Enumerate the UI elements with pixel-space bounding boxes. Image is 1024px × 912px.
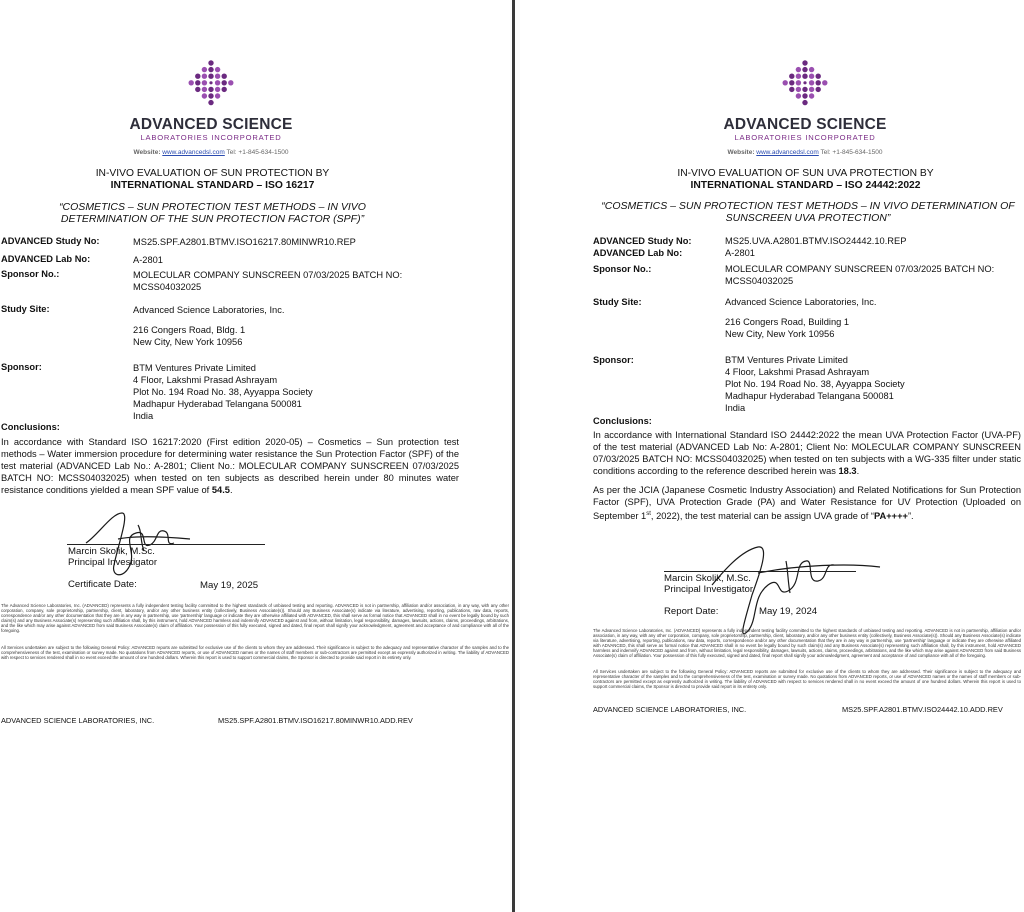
logo-dot xyxy=(222,74,227,79)
study-site-value xyxy=(725,296,876,340)
logo-dot xyxy=(228,80,233,85)
sponsor-value xyxy=(725,354,905,414)
report-heading xyxy=(60,168,365,192)
logo-dot xyxy=(809,67,814,72)
sponsor-line-5: India xyxy=(725,403,746,413)
logo-dot xyxy=(215,93,220,98)
logo-dot xyxy=(215,67,220,72)
signer-block xyxy=(68,546,157,568)
signature-line xyxy=(664,571,856,572)
website-link[interactable]: www.advancedsl.com xyxy=(162,149,225,156)
logo-dot xyxy=(783,80,788,85)
logo-dot xyxy=(796,80,801,85)
logo-dot xyxy=(809,80,814,85)
disclaimer-policy: All Services undertaken are subject to the following General Policy: ADVANCED reports are submitted for exclusive use of the clients to whom they are addressed. Their significance is subject to the adequacy and representative character of the samples and to the comprehensiveness of the test, examination or survey made. No quotations from ADVANCED reports, or use of ADVANCED names or the names of staff members or sub-contractors are permitted except as expressly authorized in writing. The liability of ADVANCED with respect to services rendered shall in no event exceed the amount of one hundred dollars. Wherein this report is used to support commercial claims, the Sponsor is directed to provide said report in its entirety only. xyxy=(1,645,509,661)
logo-dot xyxy=(209,81,212,84)
logo-dot xyxy=(802,100,807,105)
logo-dot xyxy=(816,74,821,79)
logo-dot xyxy=(208,93,213,98)
footer-company: ADVANCED SCIENCE LABORATORIES, INC. xyxy=(593,705,747,714)
logo-dot xyxy=(802,74,807,79)
logo-icon xyxy=(185,57,237,109)
footer-company: ADVANCED SCIENCE LABORATORIES, INC. xyxy=(1,716,155,725)
footer-document-id: MS25.SPF.A2801.BTMV.ISO16217.80MINWR10.ADD.REV xyxy=(218,716,413,725)
conclusion-text xyxy=(1,436,459,496)
website-link[interactable]: www.advancedsl.com xyxy=(756,149,819,156)
date-label: Certificate Date: xyxy=(68,579,137,590)
certificate-page-uva xyxy=(518,0,1024,912)
logo-dot xyxy=(802,67,807,72)
logo-dot xyxy=(202,93,207,98)
sponsor-no-value xyxy=(133,269,402,293)
logo-dot xyxy=(802,93,807,98)
jcia-text xyxy=(593,484,1021,522)
study-no-value: MS25.UVA.A2801.BTMV.ISO24442.10.REP xyxy=(725,236,907,246)
conclusion-body: In accordance with International Standard ISO 24442:2022 the mean UVA Protection Factor (UVA-PF) of the test material (ADVANCED Lab No: A-2801; Client No: MOLECULAR COMPANY SUNSCREEN 07/03/2025 BATCH NO: MCSS04032025) when tested on ten subjects with a WG-335 filter under static conditions according to the reference described herein was xyxy=(593,430,1021,476)
logo-dot xyxy=(816,80,821,85)
logo-dot xyxy=(215,87,220,92)
logo-dot xyxy=(202,80,207,85)
conclusion-text xyxy=(593,429,1021,477)
logo-dot xyxy=(796,67,801,72)
date-value: May 19, 2025 xyxy=(200,580,259,591)
heading-line-1: IN-VIVO EVALUATION OF SUN UVA PROTECTION BY xyxy=(677,168,934,179)
lab-no-value: A-2801 xyxy=(725,248,755,258)
logo-dot xyxy=(802,87,807,92)
sponsor-line-4: Madhapur Hyderabad Telangana 500081 xyxy=(725,391,894,401)
logo-dot xyxy=(202,67,207,72)
signer-title: Principal Investigator xyxy=(68,557,158,568)
conclusion-end: . xyxy=(229,485,233,495)
telephone: Tel: +1-845-634-1500 xyxy=(820,149,883,156)
conclusions-label: Conclusions: xyxy=(1,422,60,432)
sponsor-no-value xyxy=(725,263,994,287)
logo-dot xyxy=(809,87,814,92)
logo-dot xyxy=(215,74,220,79)
quote-line-2: DETERMINATION OF THE SUN PROTECTION FACTOR (SPF)” xyxy=(60,213,365,225)
sponsor-no-line-2: MCSS04032025 xyxy=(133,282,202,292)
contact-line xyxy=(700,149,910,156)
heading-line-2: INTERNATIONAL STANDARD – ISO 16217 xyxy=(110,180,315,191)
date-label: Report Date: xyxy=(664,606,719,617)
pa-grade-value: PA++++ xyxy=(873,511,908,522)
sponsor-line-3: Plot No. 194 Road No. 38, Ayyappa Society xyxy=(133,387,313,397)
standard-title xyxy=(30,201,395,225)
sponsor-label: Sponsor: xyxy=(593,355,634,365)
brand-subtitle: LABORATORIES INCORPORATED xyxy=(734,133,876,142)
study-no-label: ADVANCED Study No: xyxy=(1,236,100,246)
standard-title xyxy=(598,200,1018,224)
study-site-line-2: 216 Congers Road, Bldg. 1 xyxy=(133,325,246,335)
sponsor-line-3: Plot No. 194 Road No. 38, Ayyappa Society xyxy=(725,379,905,389)
study-site-line-3: New City, New York 10956 xyxy=(725,329,835,339)
brand-name: ADVANCED SCIENCE xyxy=(723,116,887,133)
logo-dot xyxy=(789,87,794,92)
sponsor-line-2: 4 Floor, Lakshmi Prasad Ashrayam xyxy=(133,375,278,385)
logo-dot xyxy=(796,74,801,79)
logo-dot xyxy=(789,80,794,85)
sponsor-no-label: Sponsor No.: xyxy=(1,269,60,279)
logo-dot xyxy=(208,87,213,92)
quote-line-1: “COSMETICS – SUN PROTECTION TEST METHODS – IN VIVO xyxy=(59,201,366,213)
heading-line-1: IN-VIVO EVALUATION OF SUN PROTECTION BY xyxy=(95,168,330,179)
date-value: May 19, 2024 xyxy=(759,606,818,617)
logo-icon xyxy=(779,57,831,109)
quote-line-1: “COSMETICS – SUN PROTECTION TEST METHODS – IN VIVO DETERMINATION OF xyxy=(601,200,1015,212)
disclaimer-affiliation: The Advanced Science Laboratories, Inc. (ADVANCED) represents a fully independent testing facility committed to the highest standards of unbiased testing and reporting. ADVANCED is not in partnership, affiliation and/or association, in any way, with any other corporation, company, sole proprietorship, partnership, client, laboratory, and/or any other business entity (collectively, Business Associate(s)). Should any Business Associate(s) indicate via literature, advertising, reporting, publications, raw data, reports, correspondence and/or any other documentation that they are in any way in partnership, use 'partnership' language or indicate they are otherwise affiliated with ADVANCED, this shall serve as formal notice that ADVANCED shall in no event be legally bound by such claim(s) and any Business Associate(s) representing such affiliation shall, by this instrument, hold ADVANCED harmless and indemnify ADVANCED against and from, without limitation, legal responsibility, damages, lawsuits, actions, claims, proceedings, arbitrations, and the like which may arise against ADVANCED from said Business Associate(s) claim of affiliation. Your possession of this fully executed, signed and dated, final report shall signify your acknowledgment, agreement and acceptance of and compliance with all of the foregoing. xyxy=(593,628,1021,659)
study-site-line-1: Advanced Science Laboratories, Inc. xyxy=(725,297,877,307)
logo-dot xyxy=(202,74,207,79)
logo-dot xyxy=(222,87,227,92)
website-label: Website: xyxy=(727,149,755,156)
logo-dot xyxy=(796,93,801,98)
conclusion-body: In accordance with Standard ISO 16217:2020 (First edition 2020-05) – Cosmetics – Sun protection test methods – Water immersion procedure for determining water resistance the Sun Protection Factor (SPF) of the test material (ADVANCED Lab No.: A-2801; Client No.: MOLECULAR COMPANY SUNSCREEN 07/03/2025 BATCH NO: MCSS04032025) when tested on ten subjects as described herein under 80 minutes water resistance conditions yielded a mean SPF value of xyxy=(1,437,459,495)
study-site-line-1: Advanced Science Laboratories, Inc. xyxy=(133,305,285,315)
logo-dot xyxy=(195,87,200,92)
signer-name: Marcin Skolik, M.Sc. xyxy=(664,573,751,584)
signer-block xyxy=(664,573,753,595)
website-label: Website: xyxy=(133,149,161,156)
logo-dot xyxy=(802,60,807,65)
signer-title: Principal Investigator xyxy=(664,584,754,595)
logo-dot xyxy=(208,74,213,79)
logo-dot xyxy=(816,87,821,92)
disclaimer-policy: All Services undertaken are subject to the following General Policy: ADVANCED reports are submitted for exclusive use of the clients to whom they are addressed. Their significance is subject to the adequacy and representative character of the samples and to the comprehensiveness of the test, examination or survey made. No quotations from ADVANCED reports, or use of ADVANCED names or the names of staff members or sub-contractors are permitted except as expressly authorized in writing. The liability of ADVANCED with respect to services rendered shall in no event exceed the amount of one hundred dollars. Wherein this report is used to support commercial claims, the Sponsor is directed to provide said report in its entirety only. xyxy=(593,669,1021,690)
logo-dot xyxy=(208,100,213,105)
sponsor-line-5: India xyxy=(133,411,154,421)
study-no-label: ADVANCED Study No: xyxy=(593,236,692,246)
contact-line xyxy=(106,149,316,156)
spf-value: 54.5 xyxy=(211,485,230,495)
logo-dot xyxy=(809,93,814,98)
sponsor-line-1: BTM Ventures Private Limited xyxy=(725,355,848,365)
study-site-line-3: New City, New York 10956 xyxy=(133,337,243,347)
logo-dot xyxy=(208,67,213,72)
disclaimer-affiliation: The Advanced Science Laboratories, Inc. (ADVANCED) represents a fully independent testing facility committed to the highest standards of unbiased testing and reporting. ADVANCED is not in partnership, affiliation and/or association, in any way, with any other corporation, company, sole proprietorship, partnership, client, laboratory, and/or any other business entity (collectively, Business Associate(s)). Should any Business Associate(s) indicate via literature, advertising, reporting, publications, raw data, reports, correspondence and/or any other documentation that they are in any way in partnership, use 'partnership' language or indicate they are otherwise affiliated with ADVANCED, this shall serve as formal notice that ADVANCED shall in no event be legally bound by such claim(s) and any Business Associate(s) representing such affiliation shall, by this instrument, hold ADVANCED harmless and indemnify ADVANCED against and from, without limitation, legal responsibility, damages, lawsuits, actions, claims, proceedings, arbitrations, and the like which may arise against ADVANCED from said Business Associate(s) claim of affiliation. Your possession of this fully executed, signed and dated, final report shall signify your acknowledgment, agreement and acceptance of and compliance with all of the foregoing. xyxy=(1,603,509,634)
sponsor-value xyxy=(133,362,313,422)
study-site-label: Study Site: xyxy=(593,297,642,307)
conclusions-label: Conclusions: xyxy=(593,416,652,426)
study-site-line-2: 216 Congers Road, Building 1 xyxy=(725,317,850,327)
sponsor-no-line-1: MOLECULAR COMPANY SUNSCREEN 07/03/2025 BATCH NO: xyxy=(133,270,403,280)
heading-line-2: INTERNATIONAL STANDARD – ISO 24442:2022 xyxy=(690,180,921,191)
sponsor-no-line-1: MOLECULAR COMPANY SUNSCREEN 07/03/2025 BATCH NO: xyxy=(725,264,995,274)
logo-dot xyxy=(195,74,200,79)
logo-dot xyxy=(202,87,207,92)
sponsor-line-2: 4 Floor, Lakshmi Prasad Ashrayam xyxy=(725,367,870,377)
logo-dot xyxy=(208,60,213,65)
page-divider xyxy=(512,0,515,912)
lab-no-label: ADVANCED Lab No: xyxy=(1,254,91,264)
signature-line xyxy=(67,544,265,545)
study-site-label: Study Site: xyxy=(1,304,50,314)
sponsor-no-label: Sponsor No.: xyxy=(593,264,652,274)
brand-name: ADVANCED SCIENCE xyxy=(129,116,293,133)
logo-dot xyxy=(822,80,827,85)
lab-no-value: A-2801 xyxy=(133,255,163,265)
jcia-end: ”. xyxy=(907,511,914,522)
telephone: Tel: +1-845-634-1500 xyxy=(226,149,289,156)
study-site-value xyxy=(133,304,284,348)
logo-dot xyxy=(222,80,227,85)
lab-no-label: ADVANCED Lab No: xyxy=(593,248,683,258)
logo-dot xyxy=(803,81,806,84)
footer-document-id: MS25.SPF.A2801.BTMV.ISO24442.10.ADD.REV xyxy=(842,705,1003,714)
logo-dot xyxy=(195,80,200,85)
logo-dot xyxy=(789,74,794,79)
brand-subtitle: LABORATORIES INCORPORATED xyxy=(140,133,282,142)
sponsor-no-line-2: MCSS04032025 xyxy=(725,276,794,286)
logo-dot xyxy=(796,87,801,92)
logo-dot xyxy=(189,80,194,85)
jcia-superscript: st xyxy=(646,511,651,517)
conclusion-end: . xyxy=(856,466,860,476)
sponsor-line-1: BTM Ventures Private Limited xyxy=(133,363,256,373)
quote-line-2: SUNSCREEN UVA PROTECTION” xyxy=(725,212,891,224)
study-no-value: MS25.SPF.A2801.BTMV.ISO16217.80MINWR10.REP xyxy=(133,237,356,247)
report-heading xyxy=(643,168,968,192)
sponsor-label: Sponsor: xyxy=(1,362,42,372)
uva-pf-value: 18.3 xyxy=(838,466,857,476)
jcia-middle: , 2022), the test material can be assign UVA grade of “ xyxy=(650,511,874,522)
logo-dot xyxy=(215,80,220,85)
sponsor-line-4: Madhapur Hyderabad Telangana 500081 xyxy=(133,399,302,409)
signer-name: Marcin Skolik, M.Sc. xyxy=(68,546,155,557)
logo-dot xyxy=(809,74,814,79)
jcia-body: As per the JCIA (Japanese Cosmetic Industry Association) and Related Notifications for Sun Protection Factor (SPF), UVA Protection Grade (PA) and Water Resistance for UV Protection (Uploaded on September 1 xyxy=(593,485,1021,522)
